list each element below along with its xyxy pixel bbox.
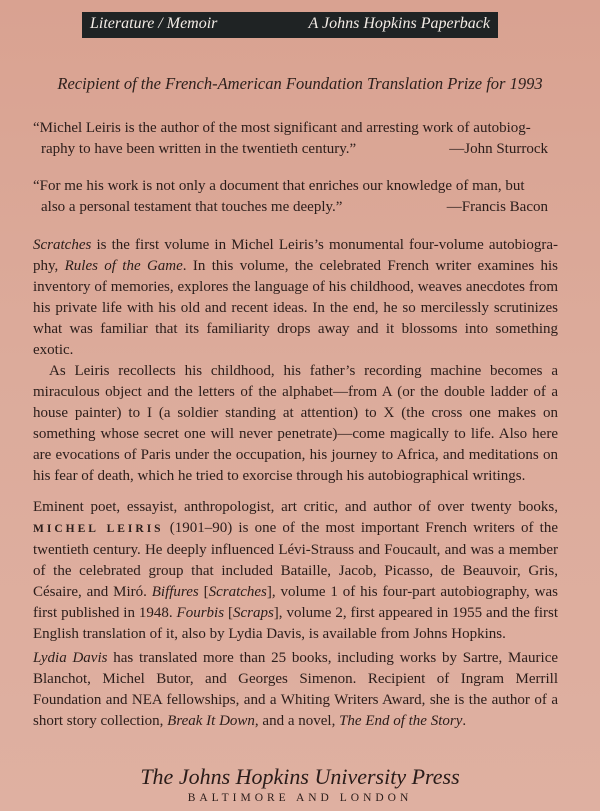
author-bio	[33, 497, 558, 645]
publisher-cities: BALTIMORE AND LONDON	[187, 792, 413, 804]
series-title: Rules of the Game	[64, 258, 183, 274]
publisher-name: The Johns Hopkins University Press	[140, 764, 460, 789]
quote-text-line1: “Michel Leiris is the author of the most significant and arresting work of autobiog-	[33, 120, 531, 136]
bio-book-title: Fourbis	[176, 605, 225, 621]
description-text: is the first volume in Michel Leiris’s monumental four-volume autobiogra-phy,	[33, 237, 558, 274]
bio-book-title: Scratches	[208, 584, 267, 600]
quote-text-line2	[33, 139, 558, 160]
category-label: Literature / Memoir	[90, 15, 218, 32]
bio-text: ], volume 1 of his four-part autobiography, was first published in 1948.	[33, 584, 558, 621]
bio-text: [	[198, 584, 209, 600]
quote-text-line2-content: also a personal testament that touches me deeply.”	[41, 199, 343, 215]
quote-text-line2-content: raphy to have been written in the twentieth century.”	[41, 141, 357, 157]
quote-author: —Francis Bacon	[446, 199, 548, 215]
bio-text: (1901–90) is one of the most important French writers of the twentieth century. He deeply influenced Lévi-Strauss and Foucault, and was a member of the celebrated group that included Bataille, Jacob, Picasso, de Beauvoir, Gris, Césaire, and Miró.	[33, 520, 558, 600]
bio-book-title: The End of the Story	[339, 713, 463, 729]
bio-text: has translated more than 25 books, including works by Sartre, Maurice Blanchot, Michel Butor, and Georges Simenon. Recipient of Ingram Merrill Foundation and NEA fellowships, and a Whiting Writers Award, she is the author of a short story collection,	[33, 650, 559, 729]
category-banner	[82, 12, 498, 38]
translator-name: Lydia Davis	[33, 650, 108, 666]
bio-text: .	[462, 713, 467, 729]
description-text: . In this volume, the celebrated French writer examines his inventory of memories, explores the language of his childhood, weaves anecdotes from his private life with his old and recent ideas. In the end, he so mercilessly scrutinizes what was familiar that its familiarity drops away and it blossoms into something exotic.	[33, 258, 559, 358]
bio-text: Eminent poet, essayist, anthropologist, art critic, and author of over twenty books,	[33, 499, 558, 515]
description	[33, 235, 558, 487]
bio-text: [	[224, 605, 233, 621]
bio-text: ], volume 2, first appeared in 1955 and the first English translation of it, also by Lydia Davis, is available from Johns Hopkins.	[33, 605, 559, 642]
quote-sturrock	[33, 118, 558, 160]
description-paragraph-2: As Leiris recollects his childhood, his father’s recording machine becomes a miraculous object and the letters of the alphabet—from A (or the double ladder of a house painter) to I (a soldier standing at attention) to X (the cross one makes on something whose secret one will never penetrate)—come magically to life. Also here are evocations of Paris under the occupation, his journey to Africa, and meditations on his fear of death, which he tried to exorcise through his autobiographical writings.	[33, 363, 558, 484]
quote-author: —John Sturrock	[449, 141, 548, 157]
bio-book-title: Biffures	[151, 584, 199, 600]
bio-book-title: Break It Down	[167, 713, 255, 729]
quote-text-line2	[33, 197, 558, 218]
bio-book-title: Scraps	[232, 605, 274, 621]
author-name: MICHEL LEIRIS	[33, 523, 164, 535]
description-paragraph-1	[33, 235, 558, 361]
series-label: A Johns Hopkins Paperback	[308, 15, 490, 32]
book-title: Scratches	[33, 237, 92, 253]
translator-bio	[33, 648, 558, 732]
quote-text-line1: “For me his work is not only a document that enriches our knowledge of man, but	[33, 178, 525, 194]
prize-line: Recipient of the French-American Foundation Translation Prize for 1993	[57, 74, 543, 93]
bio-text: , and a novel,	[254, 713, 340, 729]
quote-bacon	[33, 176, 558, 218]
